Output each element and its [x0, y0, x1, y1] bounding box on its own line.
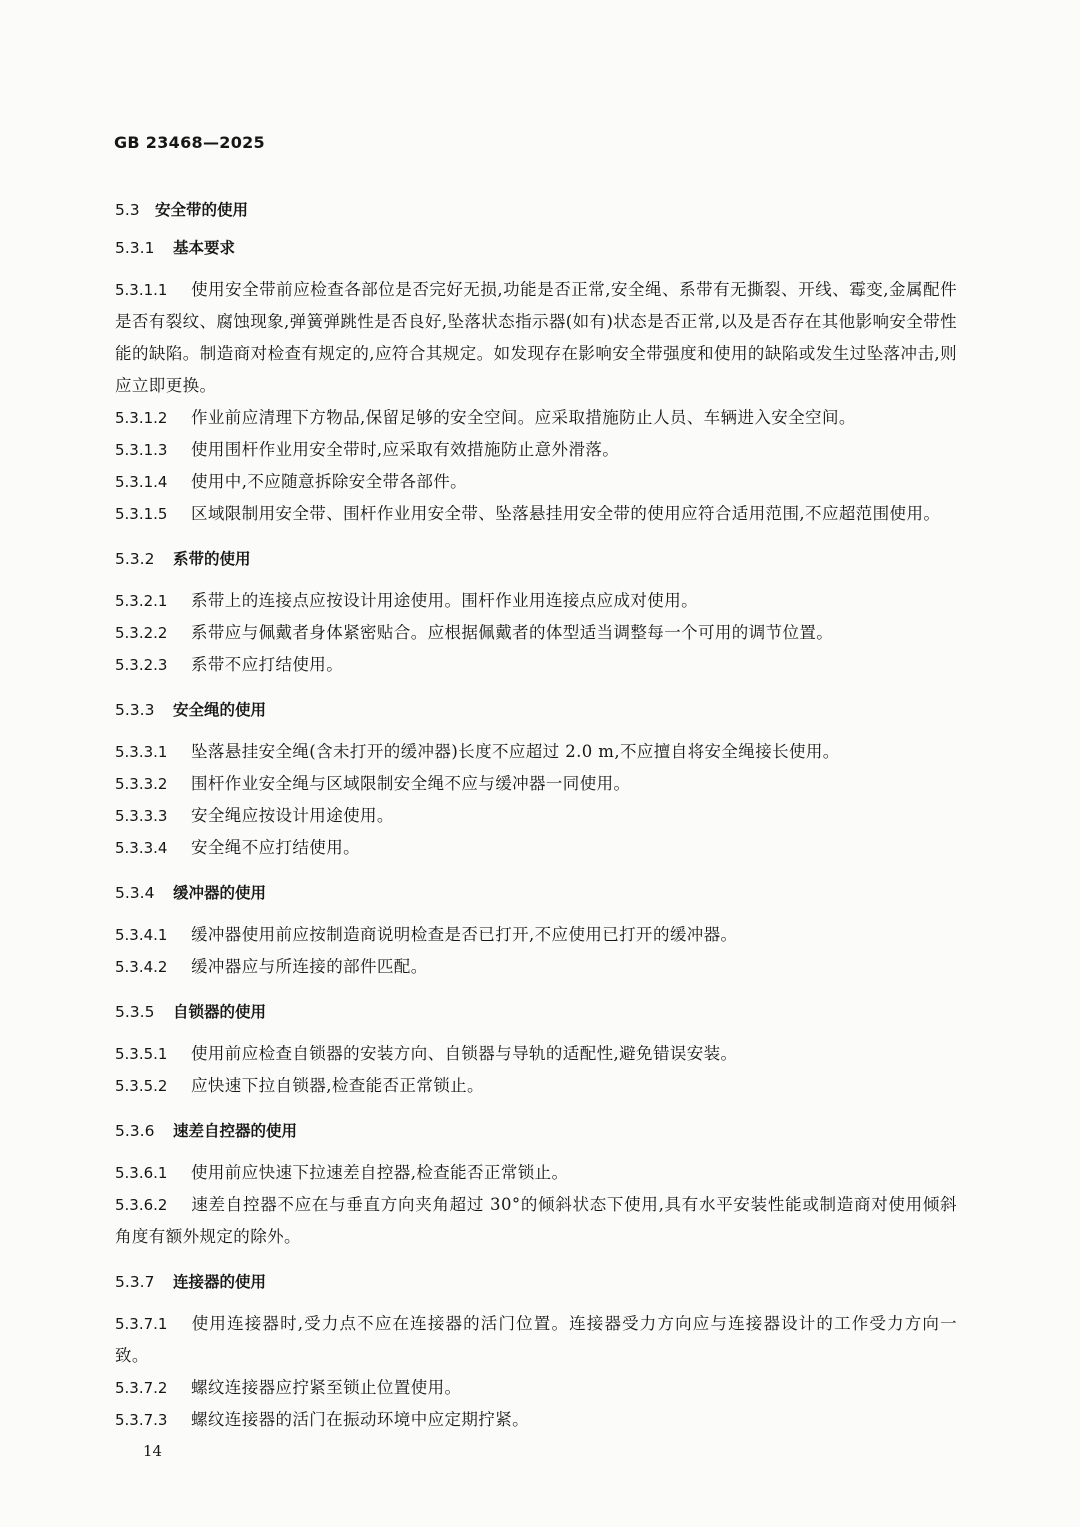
subsection-heading	[115, 236, 957, 260]
section-title: 安全带的使用	[155, 201, 249, 219]
clause-number: 5.3.2.1	[115, 592, 168, 610]
subsection-heading	[115, 1000, 957, 1024]
clause	[115, 466, 957, 498]
clause-number: 5.3.6.1	[115, 1164, 168, 1182]
clause	[115, 800, 957, 832]
clause-number: 5.3.3.3	[115, 807, 168, 825]
clause	[115, 736, 957, 768]
clause-text: 围杆作业安全绳与区域限制安全绳不应与缓冲器一同使用。	[191, 774, 631, 793]
clause-number: 5.3.1.3	[115, 441, 168, 459]
clause	[115, 498, 957, 530]
clause	[115, 1404, 957, 1436]
subsection-title: 系带的使用	[173, 550, 251, 568]
clause	[115, 1372, 957, 1404]
clause-number: 5.3.7.1	[115, 1315, 168, 1333]
clause-number: 5.3.3.2	[115, 775, 168, 793]
clause-text: 安全绳应按设计用途使用。	[191, 806, 394, 825]
page-number: 14	[143, 1442, 163, 1460]
clause-number: 5.3.2.2	[115, 624, 168, 642]
subsection-number: 5.3.2	[115, 550, 155, 568]
clause	[115, 1308, 957, 1372]
section-number: 5.3	[115, 201, 140, 219]
clause	[115, 1070, 957, 1102]
clause-text: 系带应与佩戴者身体紧密贴合。应根据佩戴者的体型适当调整每一个可用的调节位置。	[191, 623, 834, 642]
clause-text: 速差自控器不应在与垂直方向夹角超过 30°的倾斜状态下使用,具有水平安装性能或制造商对使用倾斜角度有额外规定的除外。	[115, 1195, 957, 1246]
clause-number: 5.3.4.1	[115, 926, 168, 944]
clause-number: 5.3.1.5	[115, 505, 168, 523]
clause-number: 5.3.7.2	[115, 1379, 168, 1397]
clause-number: 5.3.3.1	[115, 743, 168, 761]
subsection-title: 基本要求	[173, 239, 236, 257]
clause-text: 作业前应清理下方物品,保留足够的安全空间。应采取措施防止人员、车辆进入安全空间。	[191, 408, 856, 427]
clause-number: 5.3.4.2	[115, 958, 168, 976]
clause	[115, 1189, 957, 1253]
clause-text: 使用前应检查自锁器的安装方向、自锁器与导轨的适配性,避免错误安装。	[191, 1044, 738, 1063]
subsection-number: 5.3.5	[115, 1003, 155, 1021]
subsection-heading	[115, 881, 957, 905]
clause-text: 缓冲器应与所连接的部件匹配。	[191, 957, 428, 976]
clause-text: 使用前应快速下拉速差自控器,检查能否正常锁止。	[191, 1163, 569, 1182]
subsection-number: 5.3.7	[115, 1273, 155, 1291]
subsection-heading	[115, 547, 957, 571]
clause	[115, 1038, 957, 1070]
clause	[115, 919, 957, 951]
clause-text: 螺纹连接器应拧紧至锁止位置使用。	[191, 1378, 462, 1397]
clause-text: 系带上的连接点应按设计用途使用。围杆作业用连接点应成对使用。	[191, 591, 698, 610]
subsection-title: 缓冲器的使用	[173, 884, 267, 902]
subsection-number: 5.3.1	[115, 239, 155, 257]
clause-number: 5.3.1.1	[115, 281, 168, 299]
subsection-heading	[115, 1119, 957, 1143]
subsection-heading	[115, 1270, 957, 1294]
section-heading	[115, 198, 957, 222]
clause-text: 螺纹连接器的活门在振动环境中应定期拧紧。	[191, 1410, 529, 1429]
subsection-number: 5.3.4	[115, 884, 155, 902]
subsection-number: 5.3.3	[115, 701, 155, 719]
clause-number: 5.3.1.4	[115, 473, 168, 491]
clause-text: 系带不应打结使用。	[191, 655, 344, 674]
clause-text: 使用连接器时,受力点不应在连接器的活门位置。连接器受力方向应与连接器设计的工作受力方向一致。	[115, 1314, 957, 1365]
clause	[115, 274, 957, 402]
subsection-number: 5.3.6	[115, 1122, 155, 1140]
clause-text: 使用围杆作业用安全带时,应采取有效措施防止意外滑落。	[191, 440, 620, 459]
clause-text: 坠落悬挂安全绳(含未打开的缓冲器)长度不应超过 2.0 m,不应擅自将安全绳接长使用。	[191, 742, 840, 761]
clause	[115, 617, 957, 649]
clause-number: 5.3.5.2	[115, 1077, 168, 1095]
subsection-title: 安全绳的使用	[173, 701, 267, 719]
clause	[115, 434, 957, 466]
standard-code: GB 23468—2025	[114, 133, 265, 152]
clause-text: 安全绳不应打结使用。	[191, 838, 360, 857]
clause-number: 5.3.2.3	[115, 656, 168, 674]
content	[115, 198, 957, 1436]
clause-number: 5.3.3.4	[115, 839, 168, 857]
clause-text: 使用中,不应随意拆除安全带各部件。	[191, 472, 468, 491]
clause	[115, 768, 957, 800]
clause-text: 使用安全带前应检查各部位是否完好无损,功能是否正常,安全绳、系带有无撕裂、开线、霉变,金属配件是否有裂纹、腐蚀现象,弹簧弹跳性是否良好,坠落状态指示器(如有)状态是否正常,以及是否存在其他影响安全带性能的缺陷。制造商对检查有规定的,应符合其规定。如发现存在影响安全带强度和使用的缺陷或发生过坠落冲击,则应立即更换。	[115, 280, 957, 395]
subsection-title: 自锁器的使用	[173, 1003, 267, 1021]
clause	[115, 832, 957, 864]
clause-text: 区域限制用安全带、围杆作业用安全带、坠落悬挂用安全带的使用应符合适用范围,不应超范围使用。	[191, 504, 941, 523]
clause	[115, 649, 957, 681]
clause-text: 缓冲器使用前应按制造商说明检查是否已打开,不应使用已打开的缓冲器。	[191, 925, 738, 944]
clause	[115, 951, 957, 983]
subsection-heading	[115, 698, 957, 722]
subsection-title: 速差自控器的使用	[173, 1122, 298, 1140]
clause-number: 5.3.6.2	[115, 1196, 168, 1214]
subsection-title: 连接器的使用	[173, 1273, 267, 1291]
clause	[115, 585, 957, 617]
clause-number: 5.3.7.3	[115, 1411, 168, 1429]
clause-number: 5.3.1.2	[115, 409, 168, 427]
clause	[115, 1157, 957, 1189]
clause-text: 应快速下拉自锁器,检查能否正常锁止。	[191, 1076, 484, 1095]
clause-number: 5.3.5.1	[115, 1045, 168, 1063]
clause	[115, 402, 957, 434]
